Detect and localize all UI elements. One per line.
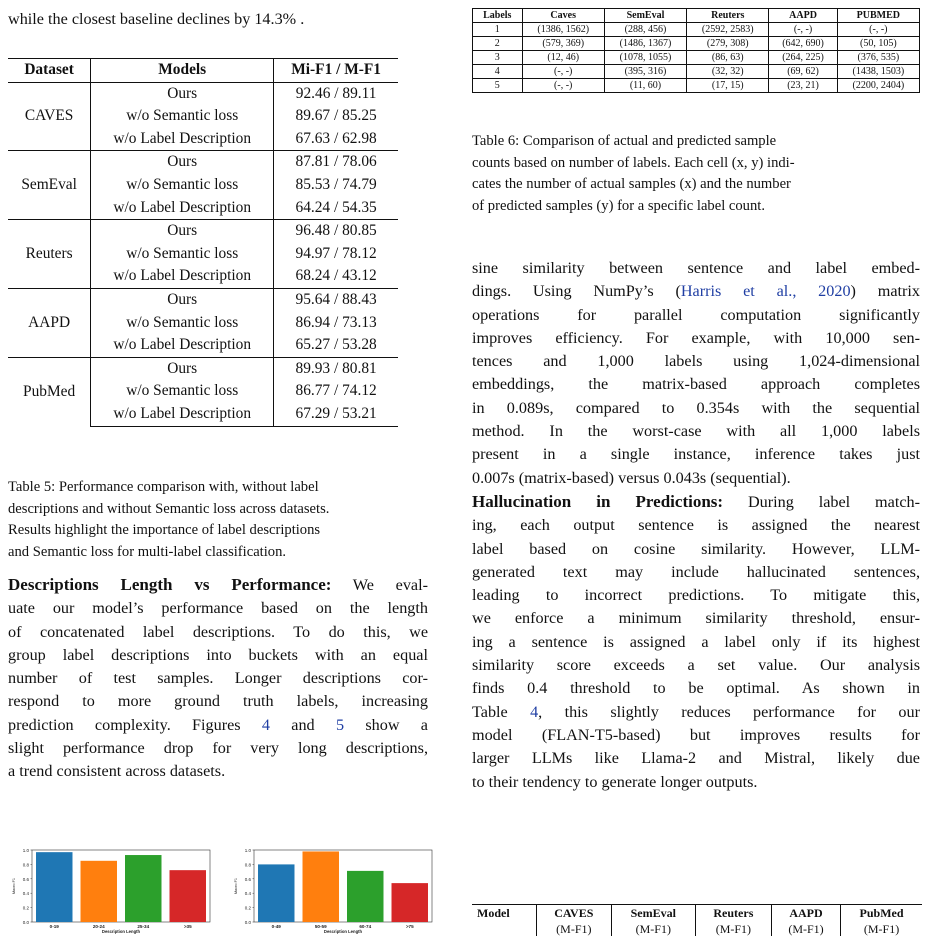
text-line: improves efficiency. For example, with 10,000 sen- bbox=[472, 328, 920, 347]
y-tick-label: 1.0 bbox=[244, 848, 251, 853]
table-subheader-cell: (M-F1) bbox=[695, 922, 771, 936]
table-row bbox=[8, 82, 398, 105]
table-6 bbox=[472, 8, 920, 93]
score-cell: 86.77 / 74.12 bbox=[295, 382, 377, 400]
score-cell: 92.46 / 89.11 bbox=[295, 84, 377, 102]
x-tick-label: 0-49 bbox=[271, 924, 281, 929]
table-cell: (-, -) bbox=[769, 23, 837, 37]
caption-line: Table 6: Comparison of actual and predicted sample bbox=[472, 133, 777, 149]
score-cell: 64.24 / 54.35 bbox=[295, 198, 377, 216]
table-cell: (279, 308) bbox=[687, 37, 769, 51]
table-cell: (86, 63) bbox=[687, 51, 769, 65]
text-line: label based on cosine similarity. However, LLM- bbox=[472, 539, 920, 558]
text-line: number of test samples. Longer descriptions cor- bbox=[8, 669, 428, 688]
table-cell: 1 bbox=[473, 23, 523, 37]
table-header-cell: PUBMED bbox=[837, 9, 919, 23]
model-cell: w/o Semantic loss bbox=[91, 105, 274, 128]
dataset-cell: Reuters bbox=[8, 220, 91, 289]
text-line: we enforce a minimum similarity threshold, ensur- bbox=[472, 609, 920, 628]
text-span: , this slightly reduces performance for our bbox=[538, 702, 920, 721]
table-cell: (579, 369) bbox=[522, 37, 604, 51]
table-cell: (395, 316) bbox=[604, 65, 686, 79]
table-cell: 5 bbox=[473, 79, 523, 93]
table-cell: (11, 60) bbox=[604, 79, 686, 93]
text-line: present in a single instance, inference takes just bbox=[472, 445, 920, 464]
table-cell: (288, 456) bbox=[604, 23, 686, 37]
dataset-cell: PubMed bbox=[8, 357, 91, 426]
desc-length-paragraph bbox=[8, 573, 428, 784]
table-cell: 3 bbox=[473, 51, 523, 65]
score-cell: 87.81 / 78.06 bbox=[274, 151, 398, 174]
table-row bbox=[473, 37, 920, 51]
table-cell: 2 bbox=[473, 37, 523, 51]
section-heading: Hallucination in Predictions: bbox=[472, 491, 724, 511]
table-cell: (-, -) bbox=[522, 65, 604, 79]
text-line bbox=[8, 573, 428, 597]
text-line: of concatenated label descriptions. To do this, we bbox=[8, 622, 428, 641]
model-cell: w/o Label Description bbox=[91, 128, 274, 151]
table-cell: (1486, 1367) bbox=[604, 37, 686, 51]
y-tick-label: 0.8 bbox=[244, 862, 251, 868]
text-line: leading to incorrect predictions. To mitigate this, bbox=[472, 586, 920, 605]
caption-line: of predicted samples (y) for a specific label count. bbox=[472, 197, 765, 214]
model-cell: Ours bbox=[91, 151, 274, 174]
x-axis-label: Description Length bbox=[101, 929, 141, 934]
text-line bbox=[472, 280, 920, 303]
x-tick-label: 50-59 bbox=[314, 924, 327, 929]
text-line: group label descriptions into buckets with an equal bbox=[8, 645, 428, 664]
score-cell: 89.93 / 80.81 bbox=[274, 357, 398, 380]
table-cell: (32, 32) bbox=[687, 65, 769, 79]
table-cell: (23, 21) bbox=[769, 79, 837, 93]
score-cell: 96.48 / 80.85 bbox=[274, 220, 398, 243]
bar-50-59 bbox=[303, 851, 339, 922]
header-models: Models bbox=[91, 59, 274, 83]
score-cell: 67.29 / 53.21 bbox=[274, 403, 398, 426]
model-cell: w/o Semantic loss bbox=[91, 312, 274, 335]
table-subheader-cell: (M-F1) bbox=[771, 922, 840, 936]
figure-5-chart bbox=[228, 844, 438, 936]
table-6-caption bbox=[472, 131, 920, 217]
x-tick-label: 0-19 bbox=[49, 924, 59, 929]
model-cell: w/o Semantic loss bbox=[91, 380, 274, 403]
score-cell: 85.53 / 74.79 bbox=[295, 175, 377, 193]
model-cell: Ours bbox=[91, 82, 274, 105]
x-tick-label: 20-24 bbox=[92, 924, 105, 929]
score-cell: 95.64 / 88.43 bbox=[274, 288, 398, 311]
bar-0-49 bbox=[258, 864, 294, 922]
text-line: similarity score exceeds a set value. Our analysis bbox=[472, 656, 920, 675]
table-cell: (2200, 2404) bbox=[837, 79, 919, 93]
table-5 bbox=[8, 58, 398, 427]
table-header-cell: AAPD bbox=[771, 905, 840, 923]
text-line bbox=[472, 701, 920, 724]
table-row bbox=[8, 357, 398, 380]
table-cell: 4 bbox=[473, 65, 523, 79]
table-cell: (50, 105) bbox=[837, 37, 919, 51]
figure-4-link[interactable]: 4 bbox=[261, 715, 270, 734]
text-line: generated text may include hallucinated sentences, bbox=[472, 562, 920, 581]
intro-line bbox=[8, 8, 428, 31]
table-header-cell: SemEval bbox=[611, 905, 695, 923]
caption-line: counts based on number of labels. Each cell (x, y) indi- bbox=[472, 154, 795, 171]
text-line: respond to more ground truth labels, increasing bbox=[8, 692, 428, 711]
figure-4-chart bbox=[6, 844, 216, 936]
y-axis-label: Macro F1 bbox=[12, 877, 16, 895]
bar->75 bbox=[392, 883, 428, 922]
table-row bbox=[8, 151, 398, 174]
bar->35 bbox=[170, 870, 206, 922]
y-tick-label: 0.0 bbox=[22, 920, 29, 925]
text-line: operations for parallel computation significantly bbox=[472, 305, 920, 324]
text-line: ing, each output sentence is assigned the nearest bbox=[472, 516, 920, 535]
table-cell: (69, 62) bbox=[769, 65, 837, 79]
table-5-caption bbox=[8, 477, 428, 563]
table-header-cell: Model bbox=[477, 906, 510, 920]
table-subheader-cell: (M-F1) bbox=[536, 922, 611, 936]
figure-5-link[interactable]: 5 bbox=[335, 715, 345, 734]
score-cell: 67.63 / 62.98 bbox=[295, 129, 377, 147]
text-span: During label match- bbox=[723, 492, 920, 511]
table-header-cell: AAPD bbox=[769, 9, 837, 23]
model-cell: w/o Semantic loss bbox=[91, 174, 274, 197]
text-line: 0.007s (matrix-based) versus 0.043s (sequential). bbox=[472, 468, 791, 487]
model-cell: w/o Label Description bbox=[91, 334, 274, 357]
bar-20-24 bbox=[81, 861, 117, 922]
text-line: sine similarity between sentence and label embed- bbox=[472, 259, 920, 277]
efficiency-paragraph bbox=[472, 257, 920, 794]
bar-60-74 bbox=[347, 871, 383, 922]
text-line: a trend consistent across datasets. bbox=[8, 762, 226, 781]
x-tick-label: 60-74 bbox=[359, 924, 372, 929]
score-cell: 86.94 / 73.13 bbox=[295, 313, 377, 331]
table-cell: (-, -) bbox=[837, 23, 919, 37]
bar-0-19 bbox=[36, 852, 72, 922]
section-heading: Descriptions Length vs Performance: bbox=[8, 575, 332, 594]
table-header-cell: CAVES bbox=[536, 905, 611, 923]
table-row bbox=[473, 79, 920, 93]
table-header-cell: PubMed bbox=[841, 905, 922, 923]
text-span: and bbox=[269, 715, 336, 734]
harris-citation-link[interactable]: Harris et al., 2020 bbox=[680, 282, 851, 301]
text-line bbox=[8, 714, 428, 737]
bar-25-34 bbox=[125, 855, 161, 922]
table-cell: (1438, 1503) bbox=[837, 65, 919, 79]
table-cell: (2592, 2583) bbox=[687, 23, 769, 37]
table-cell: (1386, 1562) bbox=[522, 23, 604, 37]
table-cell: (376, 535) bbox=[837, 51, 919, 65]
caption-line: Results highlight the importance of label descriptions bbox=[8, 522, 321, 538]
table-cell: (264, 225) bbox=[769, 51, 837, 65]
header-dataset: Dataset bbox=[8, 59, 91, 83]
table-4-header bbox=[472, 904, 922, 936]
table-header-cell: Caves bbox=[522, 9, 604, 23]
model-cell: w/o Label Description bbox=[91, 197, 274, 220]
text-span: show a bbox=[344, 715, 428, 734]
model-cell: w/o Label Description bbox=[91, 265, 274, 288]
text-line: finds 0.4 threshold to be optimal. As shown in bbox=[472, 679, 920, 698]
table-row bbox=[8, 220, 398, 243]
table-cell: (17, 15) bbox=[687, 79, 769, 93]
score-cell: 94.97 / 78.12 bbox=[295, 244, 377, 262]
table-header-cell: Labels bbox=[473, 9, 523, 23]
model-cell: Ours bbox=[91, 288, 274, 311]
y-tick-label: 0.8 bbox=[22, 862, 29, 868]
table-cell: (642, 690) bbox=[769, 37, 837, 51]
text-span: We eval- bbox=[331, 576, 428, 594]
y-tick-label: 0.6 bbox=[22, 876, 29, 882]
table-header-cell: Reuters bbox=[695, 905, 771, 923]
x-tick-label: >35 bbox=[183, 924, 192, 929]
text-line: embeddings, the matrix-based approach completes bbox=[472, 375, 920, 394]
dataset-cell: SemEval bbox=[8, 151, 91, 220]
y-tick-label: 0.2 bbox=[22, 905, 29, 911]
y-tick-label: 0.2 bbox=[244, 905, 251, 911]
table-subheader-cell: (M-F1) bbox=[611, 922, 695, 936]
y-tick-label: 0.4 bbox=[22, 891, 29, 897]
table-row bbox=[473, 51, 920, 65]
x-tick-label: >75 bbox=[405, 924, 414, 929]
text-span: ) matrix bbox=[850, 282, 920, 301]
table-header-cell: SemEval bbox=[604, 9, 686, 23]
table-row bbox=[473, 23, 920, 37]
table-4-link[interactable]: 4 bbox=[530, 702, 539, 721]
x-axis-label: Description Length bbox=[323, 929, 363, 934]
dataset-cell: AAPD bbox=[8, 288, 91, 357]
table-cell: (-, -) bbox=[522, 79, 604, 93]
header-score: Mi-F1 / M-F1 bbox=[274, 59, 398, 83]
text-line: ing a sentence is assigned a label only if its highest bbox=[472, 632, 920, 651]
y-tick-label: 0.4 bbox=[244, 891, 251, 897]
y-tick-label: 1.0 bbox=[22, 848, 29, 853]
text-line: method. In the worst-case with all 1,000 labels bbox=[472, 422, 920, 441]
caption-line: and Semantic loss for multi-label classification. bbox=[8, 543, 287, 560]
score-cell: 89.67 / 85.25 bbox=[295, 107, 377, 125]
text-line bbox=[472, 490, 920, 514]
dataset-cell: CAVES bbox=[8, 82, 91, 151]
table-row bbox=[473, 65, 920, 79]
table-row bbox=[8, 288, 398, 311]
x-tick-label: 25-34 bbox=[137, 924, 150, 929]
y-tick-label: 0.6 bbox=[244, 876, 251, 882]
table-subheader-cell bbox=[472, 922, 536, 936]
text-line: in 0.089s, compared to 0.354s with the sequential bbox=[472, 398, 920, 417]
model-cell: Ours bbox=[91, 220, 274, 243]
y-tick-label: 0.0 bbox=[244, 920, 251, 925]
text-line: slight performance drop for very long descriptions, bbox=[8, 739, 428, 758]
model-cell: Ours bbox=[91, 357, 274, 380]
caption-line: descriptions and without Semantic loss across datasets. bbox=[8, 500, 330, 517]
text-line: tences and 1,000 labels using 1,024-dimensional bbox=[472, 352, 920, 371]
text-span: dings. Using NumPy’s ( bbox=[472, 282, 681, 301]
caption-line: cates the number of actual samples (x) and the number bbox=[472, 176, 791, 192]
table-subheader-cell: (M-F1) bbox=[841, 922, 922, 936]
table-cell: (12, 46) bbox=[522, 51, 604, 65]
score-cell: 68.24 / 43.12 bbox=[295, 267, 377, 285]
caption-line: Table 5: Performance comparison with, without label bbox=[8, 479, 319, 495]
text-line: while the closest baseline declines by 14.3% . bbox=[8, 10, 305, 28]
model-cell: w/o Semantic loss bbox=[91, 243, 274, 266]
text-line: model (FLAN-T5-based) but improves results for bbox=[472, 725, 920, 744]
y-axis-label: Macro F1 bbox=[234, 877, 238, 895]
text-line: uate our model’s performance based on the length bbox=[8, 599, 428, 618]
text-line: to their tendency to generate longer outputs. bbox=[472, 772, 758, 791]
model-cell: w/o Label Description bbox=[91, 403, 274, 426]
text-line: larger LLMs like Llama-2 and Mistral, likely due bbox=[472, 749, 920, 768]
table-cell: (1078, 1055) bbox=[604, 51, 686, 65]
score-cell: 65.27 / 53.28 bbox=[295, 336, 377, 354]
text-span: Table bbox=[472, 702, 531, 721]
table-header-cell: Reuters bbox=[687, 9, 769, 23]
text-span: prediction complexity. Figures bbox=[8, 715, 262, 734]
